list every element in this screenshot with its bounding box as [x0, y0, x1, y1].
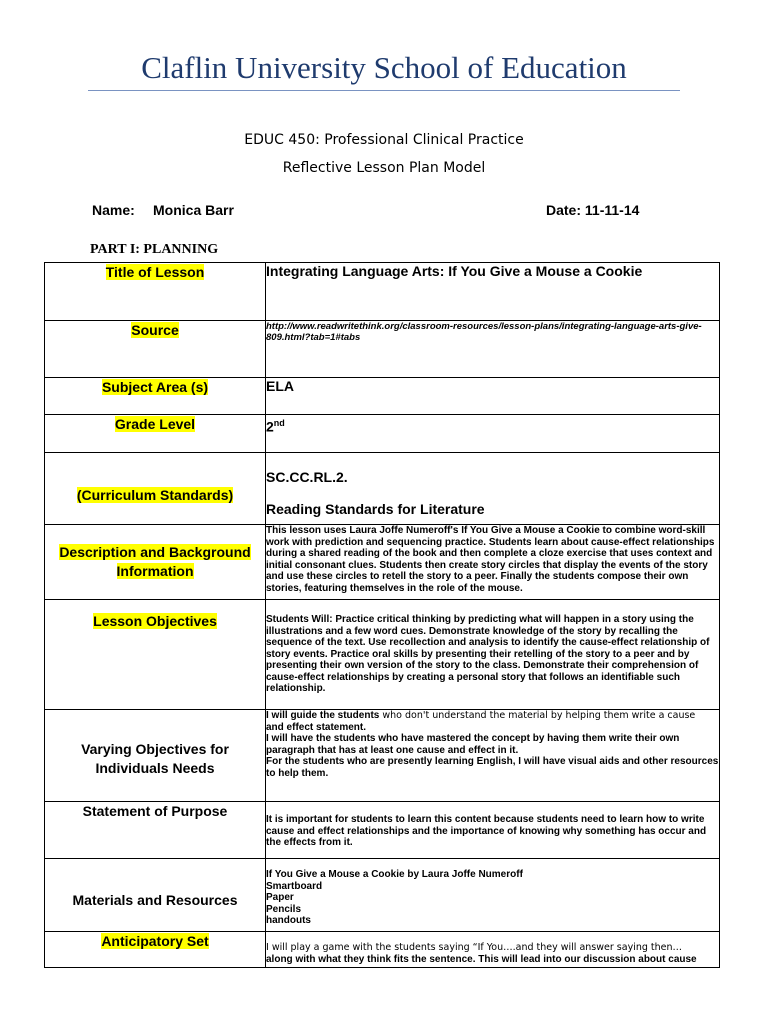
- row-label: [45, 378, 266, 415]
- grade-value: 2: [266, 418, 274, 435]
- table-row: [45, 321, 720, 378]
- label-statement-of-purpose: Statement of Purpose: [82, 803, 228, 819]
- model-title: Reflective Lesson Plan Model: [282, 160, 486, 176]
- row-label: [45, 600, 266, 710]
- lesson-plan-table: [44, 262, 720, 968]
- table-row: [45, 525, 720, 600]
- label-varying-line1: Varying Objectives for: [81, 740, 229, 757]
- label-subject-area: Subject Area (s): [101, 379, 209, 395]
- anticipatory-text-a: I will play a game with the students saying “If You….and they will answer saying then…: [266, 942, 683, 953]
- course-title: EDUC 450: Professional Clinical Practice: [244, 132, 524, 148]
- row-label: [45, 415, 266, 453]
- row-content: [266, 710, 720, 802]
- row-content: [266, 859, 720, 932]
- list-item: If You Give a Mouse a Cookie by Laura Joffe Numeroff: [266, 869, 523, 880]
- row-content: [266, 802, 720, 859]
- grade-suffix: nd: [273, 418, 285, 428]
- label-varying-line2: Individuals Needs: [95, 759, 215, 776]
- table-row: [45, 802, 720, 859]
- table-row: [45, 932, 720, 968]
- row-content: [266, 415, 720, 453]
- varying-text-b: who don't understand the material by helping them write a cause: [379, 710, 696, 721]
- label-source: Source: [131, 322, 179, 338]
- varying-text-e: For the students who are presently learning English, I will have visual aids and other resources to help them.: [266, 756, 719, 779]
- list-item: Paper: [266, 892, 294, 903]
- row-label: [45, 932, 266, 968]
- row-label: [45, 321, 266, 378]
- anticipatory-text-b: along with what they think fits the sentence. This will lead into our discussion about cause: [266, 953, 697, 965]
- table-row: [45, 378, 720, 415]
- table-row: [45, 859, 720, 932]
- table-row: [45, 600, 720, 710]
- list-item: Pencils: [266, 903, 302, 915]
- row-label: [45, 710, 266, 802]
- row-label: [45, 453, 266, 525]
- row-content: [266, 378, 720, 415]
- varying-text-c: and effect statement.: [266, 721, 367, 733]
- row-content: [266, 600, 720, 710]
- name-label: Name:: [92, 202, 135, 218]
- list-item: handouts: [266, 915, 311, 926]
- objectives-text: Students Will: Practice critical thinking by predicting what will happen in a story using the illustrations and a few word cues. Demonstrate knowledge of the story by recalling the sequence of the text. Use recollection and analysis to identify the cause-effect relationship of story events. Practice oral skills by presenting their retelling of the story to a peer and by presenting their own version of the story to the class. Demonstrate their comprehension of cause-effect relationships by creating a personal story that follows an identifiable such relationship.: [266, 614, 710, 694]
- table-row: [45, 263, 720, 321]
- varying-text-a: I will guide the students: [266, 710, 380, 721]
- row-content: [266, 932, 720, 968]
- table-row: [45, 415, 720, 453]
- label-lesson-objectives: Lesson Objectives: [93, 613, 217, 629]
- purpose-text: It is important for students to learn this content because students need to learn how to write cause and effect relationships and the importance of knowing why something has occur and the effects from it.: [266, 814, 707, 848]
- description-text: This lesson uses Laura Joffe Numeroff's If You Give a Mouse a Cookie to combine word-skill work with prediction and sequencing practice. Students learn about cause-effect relationships during a shared reading of the book and then complete a cloze exercise that uses context and initial consonant clues. Students then create story circles that display the events of the story and use these circles to retell the story to a peer. Finally the students compose their own stories, featuring themselves in the role of the mouse.: [266, 525, 715, 594]
- table-row: [45, 453, 720, 525]
- label-curriculum-standards: (Curriculum Standards): [76, 487, 234, 503]
- date: Date: 11-11-14: [546, 202, 640, 218]
- part-heading: PART I: PLANNING: [90, 242, 219, 257]
- row-label: [45, 859, 266, 932]
- name-value: Monica Barr: [153, 202, 234, 218]
- label-materials: Materials and Resources: [72, 891, 238, 908]
- row-label: [45, 802, 266, 859]
- table-row: [45, 710, 720, 802]
- row-content: [266, 453, 720, 525]
- label-description-line1: Description and Background: [59, 544, 251, 560]
- row-content: [266, 263, 720, 321]
- school-title: Claflin University School of Education: [141, 50, 627, 85]
- row-label: [45, 525, 266, 600]
- label-grade-level: Grade Level: [114, 416, 196, 432]
- label-anticipatory-set: Anticipatory Set: [101, 933, 209, 949]
- label-title-of-lesson: Title of Lesson: [105, 264, 205, 280]
- list-item: Smartboard: [266, 880, 323, 892]
- standards-title: Reading Standards for Literature: [266, 501, 485, 517]
- varying-text-d: I will have the students who have mastered the concept by having them write their own paragraph that has at least one cause and effect in it.: [266, 733, 680, 756]
- lesson-title-value: Integrating Language Arts: If You Give a Mouse a Cookie: [266, 263, 643, 279]
- row-label: [45, 263, 266, 321]
- label-description-line2: Information: [116, 563, 194, 579]
- row-content: [266, 525, 720, 600]
- standards-code: SC.CC.RL.2.: [266, 469, 348, 485]
- row-content: [266, 321, 720, 378]
- title-underline: [88, 90, 680, 91]
- source-url: http://www.readwritethink.org/classroom-resources/lesson-plans/integrating-language-arts-give-809.html?tab=1#tabs: [266, 321, 702, 343]
- subject-value: ELA: [266, 378, 294, 394]
